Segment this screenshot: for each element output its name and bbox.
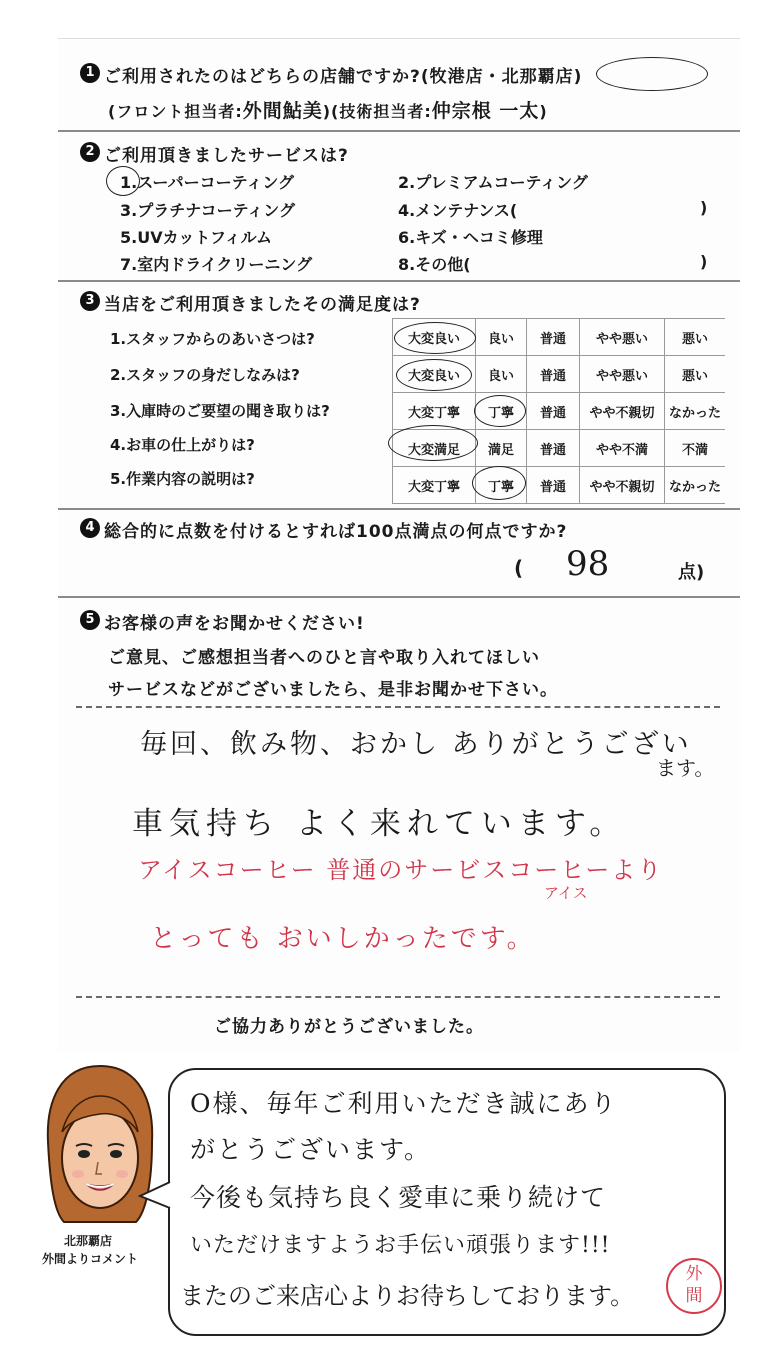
rating-cell: 普通 xyxy=(527,467,580,504)
comment-red-line-1: アイスコーヒー 普通のサービスコーヒーより xyxy=(138,856,664,884)
reply-store: 北那覇店 xyxy=(64,1234,113,1248)
rating-cell: 丁寧 xyxy=(476,467,527,504)
rating-cell: やや不親切 xyxy=(580,393,665,430)
question-5-sub2: サービスなどがございましたら、是非お聞かせ下さい。 xyxy=(108,680,558,700)
seal-stamp xyxy=(666,1258,722,1314)
reply-line: いただけますようお手伝い頑張ります!!! xyxy=(190,1233,611,1258)
service-option: 2.プレミアムコーティング xyxy=(398,173,588,192)
question-5-number: 5 xyxy=(80,610,100,630)
question-1-text xyxy=(104,62,582,87)
reply-line: O様、毎年ご利用いただき誠にあり xyxy=(190,1089,618,1118)
selected-service-circle xyxy=(106,166,140,196)
score-unit: 点) xyxy=(678,562,705,583)
reply-line: またのご来店心よりお待ちしております。 xyxy=(180,1282,635,1310)
front-staff-label: (フロント担当者: xyxy=(108,102,243,121)
table-row xyxy=(393,393,726,430)
question-5-sub1: ご意見、ご感想担当者へのひと言や取り入れてほしい xyxy=(108,648,540,668)
question-1-number: 1 xyxy=(80,63,100,83)
service-option: 4.メンテナンス( xyxy=(398,201,518,220)
score-value: 98 xyxy=(566,544,610,584)
store-option-kitanaha-label: 北那覇店 xyxy=(501,67,574,87)
satisfaction-question: 4.お車の仕上がりは? xyxy=(110,436,255,454)
rating-cell: なかった xyxy=(665,467,726,504)
rating-cell: 不満 xyxy=(665,430,726,467)
seal-stamp-text: 外間 xyxy=(685,1264,703,1306)
score-open-paren: ( xyxy=(514,556,524,580)
rating-cell: 大変丁寧 xyxy=(393,467,476,504)
service-option: 1.スーパーコーティング xyxy=(120,173,295,192)
selected-rating-circle xyxy=(474,395,526,427)
question-1-label: ご利用されたのはどちらの店舗ですか?( xyxy=(104,67,430,87)
thanks-text: ご協力ありがとうございました。 xyxy=(214,1017,484,1037)
tech-staff-label: )(技術担当者: xyxy=(322,102,432,121)
reply-line: がとうございます。 xyxy=(190,1135,432,1164)
store-separator: ・ xyxy=(483,67,502,87)
rating-cell: やや不満 xyxy=(580,430,665,467)
rating-cell: 大変満足 xyxy=(393,430,476,467)
divider xyxy=(58,130,740,132)
rating-cell: 大変丁寧 xyxy=(393,393,476,430)
service-option: 3.プラチナコーティング xyxy=(120,201,295,220)
selected-store-circle xyxy=(596,57,708,91)
question-2-number: 2 xyxy=(80,142,100,162)
question-2-text: ご利用頂きましたサービスは? xyxy=(104,146,349,166)
table-row xyxy=(393,467,726,504)
selected-rating-circle xyxy=(472,466,526,500)
divider xyxy=(58,280,740,282)
divider xyxy=(58,508,740,510)
rating-cell: やや不親切 xyxy=(580,467,665,504)
rating-cell: 満足 xyxy=(476,430,527,467)
service-option: 5.UVカットフィルム xyxy=(120,228,273,247)
rating-cell: 良い xyxy=(476,319,527,356)
comment-red-insert: アイス xyxy=(544,884,588,902)
rating-cell: 大変良い xyxy=(393,319,476,356)
rating-cell: やや悪い xyxy=(580,356,665,393)
question-4-number: 4 xyxy=(80,518,100,538)
reply-line: 今後も気持ち良く愛車に乗り続けて xyxy=(190,1183,607,1212)
satisfaction-question: 2.スタッフの身だしなみは? xyxy=(110,366,300,384)
comment-top-rule xyxy=(76,706,720,708)
rating-cell: 良い xyxy=(476,356,527,393)
question-3-number: 3 xyxy=(80,291,100,311)
reply-from: 外間よりコメント xyxy=(42,1252,139,1266)
service-option: 6.キズ・ヘコミ修理 xyxy=(398,228,543,247)
comment-red-line-2: とっても おいしかったです。 xyxy=(150,924,536,954)
service-option-close: ) xyxy=(700,252,708,271)
staff-line xyxy=(108,96,548,123)
comment-bottom-rule xyxy=(76,996,720,998)
service-option: 8.その他( xyxy=(398,255,471,274)
store-close-paren: ) xyxy=(573,67,583,87)
question-4-text: 総合的に点数を付けるとすれば100点満点の何点ですか? xyxy=(104,522,568,542)
store-option-kitanaha xyxy=(502,67,574,87)
rating-cell: 悪い xyxy=(665,319,726,356)
satisfaction-question: 3.入庫時のご要望の聞き取りは? xyxy=(110,402,330,420)
rating-cell: 悪い xyxy=(665,356,726,393)
comment-line-2: 車気持ち よく来れています。 xyxy=(132,806,627,842)
rating-cell: 普通 xyxy=(527,430,580,467)
satisfaction-question: 1.スタッフからのあいさつは? xyxy=(110,330,315,348)
divider xyxy=(58,596,740,598)
rating-cell: なかった xyxy=(665,393,726,430)
question-3-text: 当店をご利用頂きましたその満足度は? xyxy=(104,295,421,315)
tech-staff-close: ) xyxy=(539,102,548,121)
service-option-close: ) xyxy=(700,198,708,217)
bubble-tail-icon xyxy=(138,1180,172,1210)
comment-line-1b: ます。 xyxy=(656,756,715,780)
rating-cell: 大変良い xyxy=(393,356,476,393)
selected-rating-circle xyxy=(394,322,476,354)
service-option: 7.室内ドライクリーニング xyxy=(120,255,313,274)
front-staff-name: 外間鮎美 xyxy=(242,100,323,122)
store-option-makiminato: 牧港店 xyxy=(429,67,484,87)
selected-rating-circle xyxy=(396,359,472,391)
question-5-text: お客様の声をお聞かせください! xyxy=(104,614,365,634)
rating-cell: 丁寧 xyxy=(476,393,527,430)
rating-cell: やや悪い xyxy=(580,319,665,356)
rating-cell: 普通 xyxy=(527,393,580,430)
comment-line-1: 毎回、飲み物、おかし ありがとうござい xyxy=(140,729,692,760)
tech-staff-name: 仲宗根 一太 xyxy=(431,100,540,122)
rating-cell: 普通 xyxy=(527,356,580,393)
selected-rating-circle xyxy=(388,425,478,461)
satisfaction-question: 5.作業内容の説明は? xyxy=(110,470,255,488)
rating-cell: 普通 xyxy=(527,319,580,356)
